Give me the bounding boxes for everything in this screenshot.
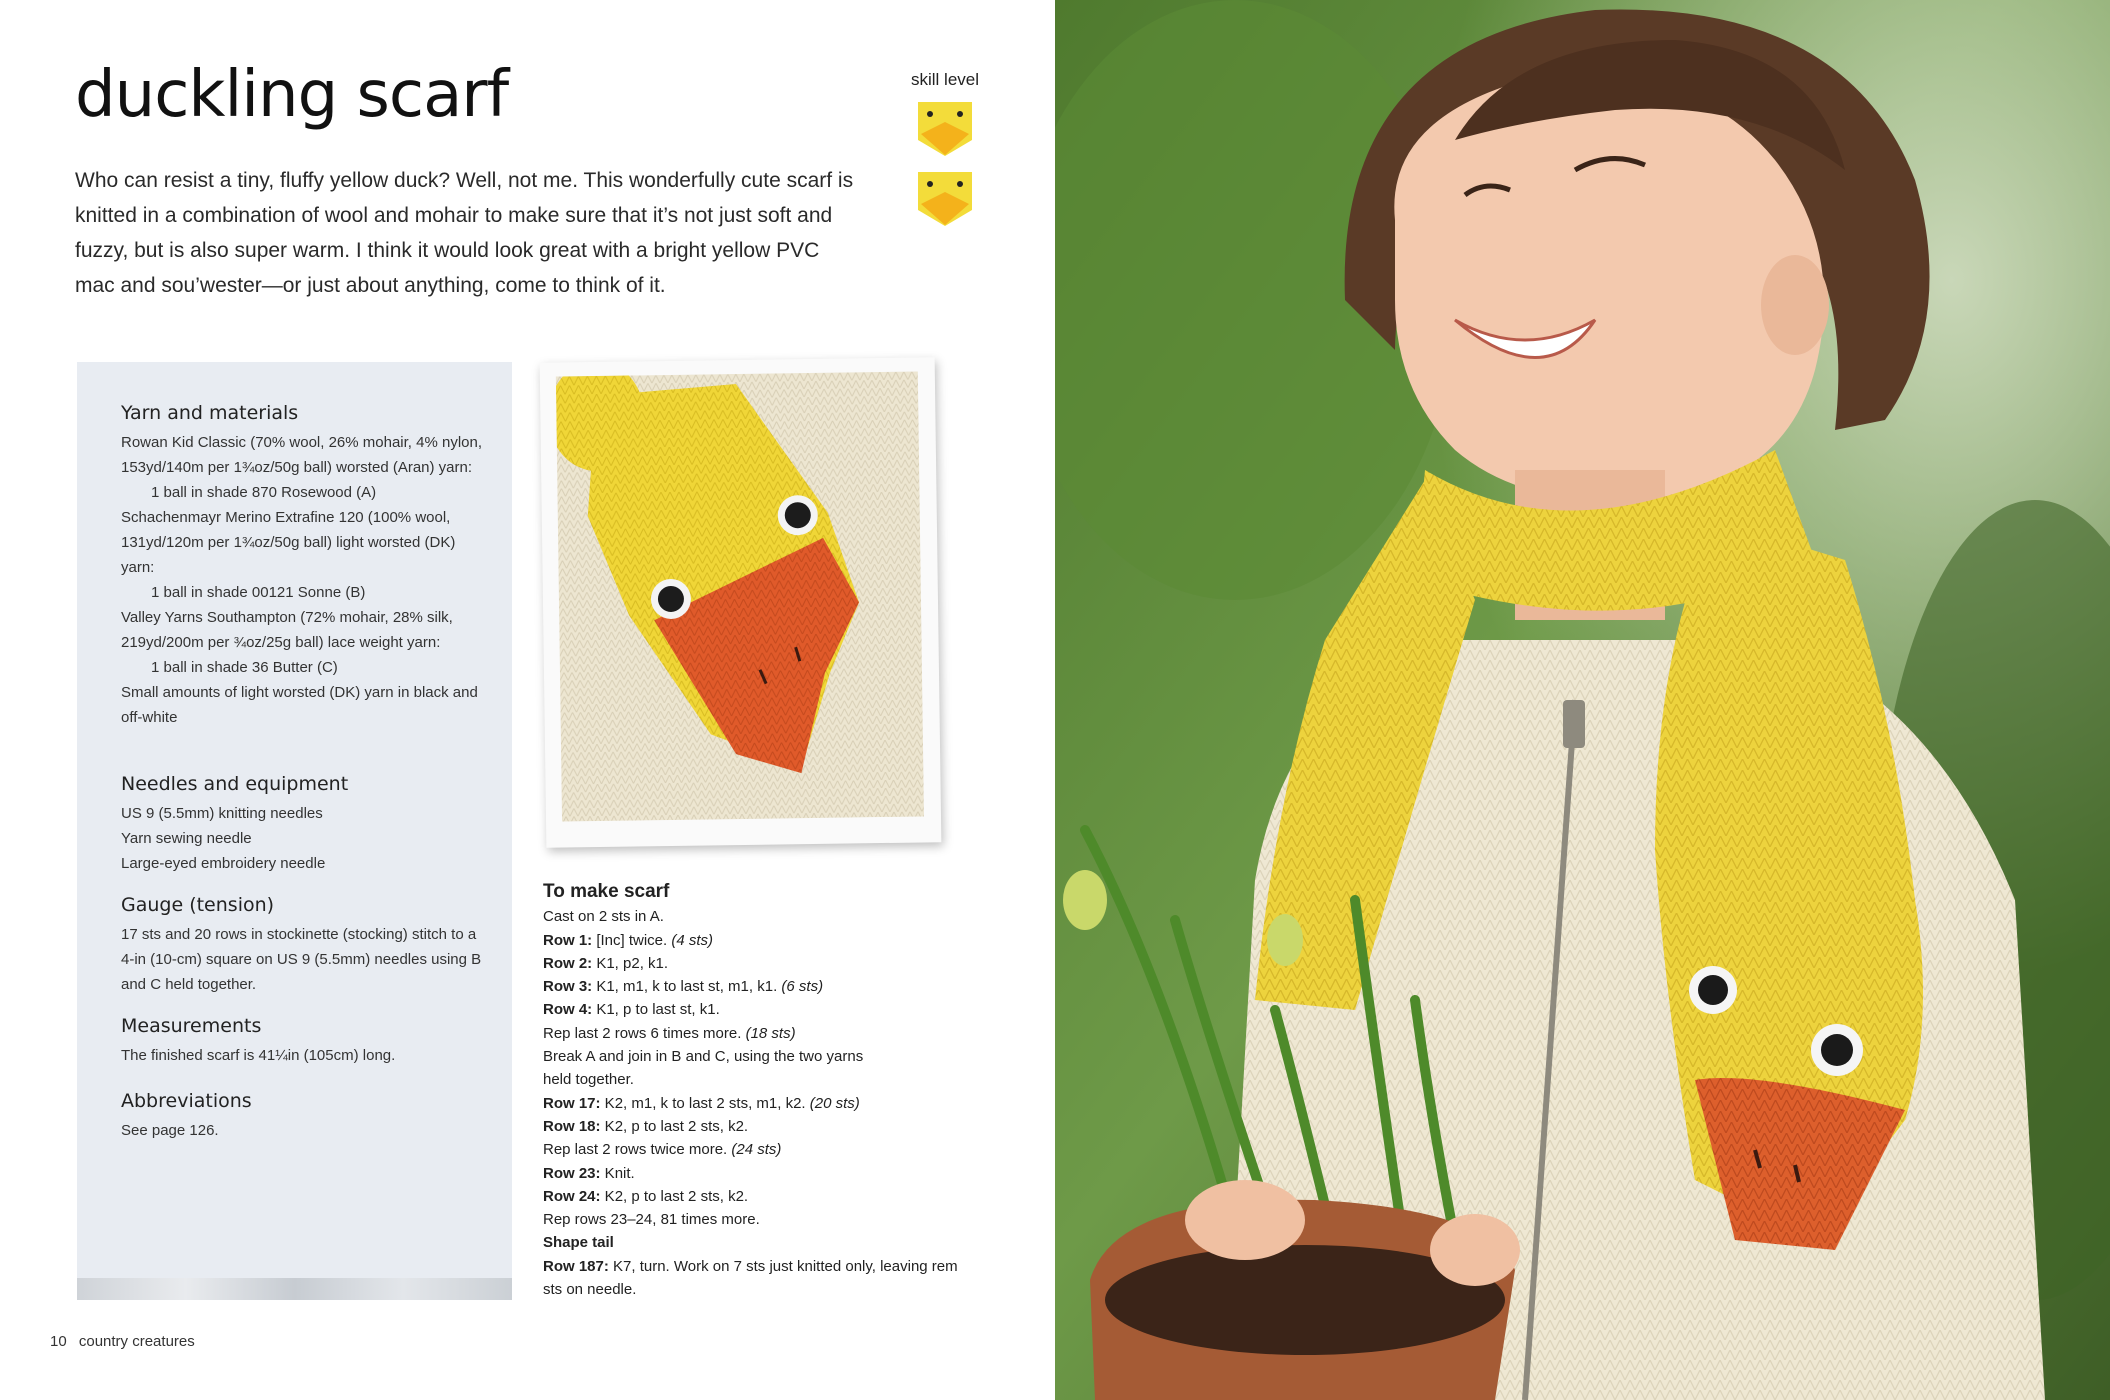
panel-torn-edge [77, 1278, 512, 1300]
row-4: Row 4: K1, p to last st, k1. [543, 1001, 720, 1019]
yarn-1-shade: 1 ball in shade 870 Rosewood (A) [151, 484, 377, 501]
row-17: Row 17: K2, m1, k to last 2 sts, m1, k2. (20 sts) [543, 1094, 860, 1112]
page-footer [50, 1333, 195, 1350]
yarn-2: Schachenmayr Merino Extrafine 120 (100% wool, 131yd/120m per 1¾oz/50g ball) light worsted (DK) yarn: [121, 509, 456, 576]
needles-1: US 9 (5.5mm) knitting needles [121, 805, 323, 822]
break-yarn: Break A and join in B and C, using the two yarns held together. [543, 1048, 864, 1089]
main-photo [1055, 0, 2110, 1400]
yarn-4: Small amounts of light worsted (DK) yarn in black and off-white [121, 684, 478, 726]
needles-section [121, 773, 491, 876]
measurements-section [121, 1015, 491, 1068]
repeat-3: Rep rows 23–24, 81 times more. [543, 1211, 760, 1229]
row-2: Row 2: K1, p2, k1. [543, 954, 669, 972]
row-23: Row 23: Knit. [543, 1164, 635, 1182]
yarn-2-shade: 1 ball in shade 00121 Sonne (B) [151, 584, 366, 601]
row-3: Row 3: K1, m1, k to last st, m1, k1. (6 sts) [543, 978, 824, 996]
row-18: Row 18: K2, p to last 2 sts, k2. [543, 1117, 749, 1135]
gauge-heading: Gauge (tension) [121, 894, 275, 916]
duck-head-illustration [556, 372, 924, 822]
instructions-heading: To make scarf [543, 881, 670, 902]
skill-level-label: skill level [910, 70, 980, 89]
cast-on: Cast on 2 sts in A. [543, 908, 664, 926]
child-with-scarf-illustration [1055, 0, 2110, 1400]
shape-tail-heading: Shape tail [543, 1234, 614, 1252]
yarn-heading: Yarn and materials [121, 402, 299, 424]
needles-2: Yarn sewing needle [121, 830, 252, 847]
measurements-text: The finished scarf is 41¼in (105cm) long. [121, 1047, 396, 1064]
yarn-3: Valley Yarns Southampton (72% mohair, 28% silk, 219yd/200m per ¾oz/25g ball) lace weight yarn: [121, 609, 453, 651]
section-name: country creatures [78, 1333, 195, 1350]
yarn-section [121, 402, 491, 730]
detail-photo-image [556, 372, 924, 822]
gauge-text: 17 sts and 20 rows in stockinette (stocking) stitch to a 4-in (10-cm) square on US 9 (5.5mm) needles using B and C held together. [121, 926, 482, 993]
yarn-3-shade: 1 ball in shade 36 Butter (C) [151, 659, 338, 676]
abbreviations-section [121, 1090, 491, 1143]
abbreviations-heading: Abbreviations [121, 1090, 252, 1112]
abbreviations-text: See page 126. [121, 1122, 219, 1139]
row-24: Row 24: K2, p to last 2 sts, k2. [543, 1187, 749, 1205]
needles-3: Large-eyed embroidery needle [121, 855, 326, 872]
measurements-heading: Measurements [121, 1015, 262, 1037]
page-number: 10 [50, 1333, 67, 1350]
duck-face-icon [915, 100, 975, 158]
instructions [543, 880, 983, 1301]
duck-face-icon [915, 170, 975, 228]
needles-heading: Needles and equipment [121, 773, 349, 795]
row-187: Row 187: K7, turn. Work on 7 sts just knitted only, leaving rem sts on needle. [543, 1257, 958, 1299]
yarn-1: Rowan Kid Classic (70% wool, 26% mohair, 4% nylon, 153yd/140m per 1¾oz/50g ball) worsted (Aran) yarn: [121, 434, 483, 476]
repeat-1: Rep last 2 rows 6 times more. (18 sts) [543, 1024, 796, 1042]
repeat-2: Rep last 2 rows twice more. (24 sts) [543, 1141, 782, 1159]
detail-photo [540, 357, 942, 847]
skill-level [910, 70, 980, 240]
gauge-section [121, 894, 491, 997]
row-1: Row 1: [Inc] twice. (4 sts) [543, 931, 714, 949]
intro-paragraph: Who can resist a tiny, fluffy yellow duck? Well, not me. This wonderfully cute scarf is knitted in a combination of wool and mohair to make sure that it’s not just soft and fuzzy, but is also super warm. I think it would look great with a bright yellow PVC mac and sou’wester—or just about anything, come to think of it. [75, 169, 854, 297]
page-title: duckling scarf [75, 58, 509, 132]
